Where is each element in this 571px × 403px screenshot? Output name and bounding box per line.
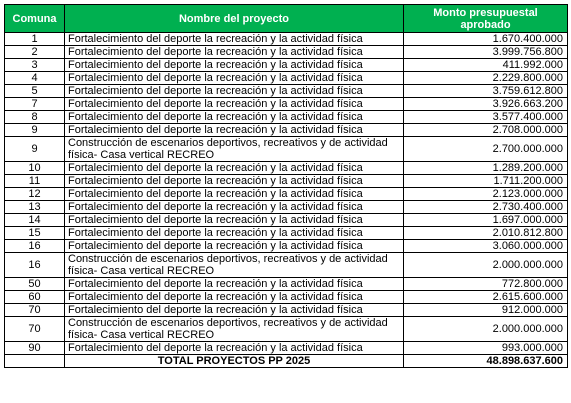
monto-cell: 993.000.000 xyxy=(404,342,568,355)
table-row xyxy=(5,46,568,59)
proyecto-cell: Fortalecimiento del deporte la recreación y la actividad física xyxy=(65,175,404,188)
proyecto-cell: Fortalecimiento del deporte la recreación y la actividad física xyxy=(65,124,404,137)
comuna-cell: 16 xyxy=(5,240,65,253)
monto-cell: 2.123.000.000 xyxy=(404,188,568,201)
table-row xyxy=(5,175,568,188)
total-label: TOTAL PROYECTOS PP 2025 xyxy=(65,355,404,368)
monto-cell: 411.992.000 xyxy=(404,59,568,72)
proyecto-cell: Fortalecimiento del deporte la recreación y la actividad física xyxy=(65,33,404,46)
proyecto-cell: Fortalecimiento del deporte la recreación y la actividad física xyxy=(65,342,404,355)
monto-cell: 2.708.000.000 xyxy=(404,124,568,137)
comuna-cell: 60 xyxy=(5,291,65,304)
table-row xyxy=(5,59,568,72)
header-monto: Monto presupuestal aprobado xyxy=(404,5,568,33)
comuna-cell: 15 xyxy=(5,227,65,240)
comuna-cell: 12 xyxy=(5,188,65,201)
monto-cell: 912.000.000 xyxy=(404,304,568,317)
header-row xyxy=(5,5,568,33)
comuna-cell: 5 xyxy=(5,85,65,98)
table-row xyxy=(5,317,568,342)
monto-cell: 772.800.000 xyxy=(404,278,568,291)
comuna-cell: 50 xyxy=(5,278,65,291)
monto-cell: 1.711.200.000 xyxy=(404,175,568,188)
budget-table-container xyxy=(4,4,568,368)
monto-cell: 2.615.600.000 xyxy=(404,291,568,304)
table-row xyxy=(5,201,568,214)
total-empty-cell xyxy=(5,355,65,368)
table-row xyxy=(5,111,568,124)
total-amount: 48.898.637.600 xyxy=(404,355,568,368)
proyecto-cell: Construcción de escenarios deportivos, recreativos y de actividad física- Casa vertical RECREO xyxy=(65,317,404,342)
table-row xyxy=(5,253,568,278)
table-row xyxy=(5,227,568,240)
proyecto-cell: Fortalecimiento del deporte la recreación y la actividad física xyxy=(65,46,404,59)
monto-cell: 1.289.200.000 xyxy=(404,162,568,175)
comuna-cell: 10 xyxy=(5,162,65,175)
monto-cell: 3.926.663.200 xyxy=(404,98,568,111)
table-body xyxy=(5,33,568,355)
monto-cell: 2.229.800.000 xyxy=(404,72,568,85)
proyecto-cell: Fortalecimiento del deporte la recreación y la actividad física xyxy=(65,188,404,201)
monto-cell: 2.000.000.000 xyxy=(404,253,568,278)
comuna-cell: 2 xyxy=(5,46,65,59)
table-row xyxy=(5,124,568,137)
comuna-cell: 1 xyxy=(5,33,65,46)
monto-cell: 2.730.400.000 xyxy=(404,201,568,214)
proyecto-cell: Fortalecimiento del deporte la recreación y la actividad física xyxy=(65,59,404,72)
comuna-cell: 16 xyxy=(5,253,65,278)
table-row xyxy=(5,188,568,201)
proyecto-cell: Fortalecimiento del deporte la recreación y la actividad física xyxy=(65,201,404,214)
table-row xyxy=(5,98,568,111)
proyecto-cell: Fortalecimiento del deporte la recreación y la actividad física xyxy=(65,278,404,291)
monto-cell: 2.700.000.000 xyxy=(404,137,568,162)
monto-cell: 2.010.812.800 xyxy=(404,227,568,240)
table-row xyxy=(5,162,568,175)
proyecto-cell: Fortalecimiento del deporte la recreación y la actividad física xyxy=(65,214,404,227)
table-row xyxy=(5,278,568,291)
table-row xyxy=(5,342,568,355)
table-row xyxy=(5,85,568,98)
proyecto-cell: Fortalecimiento del deporte la recreación y la actividad física xyxy=(65,85,404,98)
header-comuna: Comuna xyxy=(5,5,65,33)
comuna-cell: 14 xyxy=(5,214,65,227)
comuna-cell: 9 xyxy=(5,124,65,137)
proyecto-cell: Fortalecimiento del deporte la recreación y la actividad física xyxy=(65,304,404,317)
proyecto-cell: Fortalecimiento del deporte la recreación y la actividad física xyxy=(65,291,404,304)
comuna-cell: 90 xyxy=(5,342,65,355)
proyecto-cell: Fortalecimiento del deporte la recreación y la actividad física xyxy=(65,240,404,253)
comuna-cell: 11 xyxy=(5,175,65,188)
comuna-cell: 70 xyxy=(5,304,65,317)
proyecto-cell: Fortalecimiento del deporte la recreación y la actividad física xyxy=(65,72,404,85)
table-row xyxy=(5,137,568,162)
comuna-cell: 4 xyxy=(5,72,65,85)
monto-cell: 3.759.612.800 xyxy=(404,85,568,98)
monto-cell: 1.697.000.000 xyxy=(404,214,568,227)
table-row xyxy=(5,291,568,304)
proyecto-cell: Fortalecimiento del deporte la recreación y la actividad física xyxy=(65,98,404,111)
comuna-cell: 9 xyxy=(5,137,65,162)
proyecto-cell: Construcción de escenarios deportivos, recreativos y de actividad física- Casa vertical RECREO xyxy=(65,137,404,162)
table-row xyxy=(5,304,568,317)
budget-table xyxy=(4,4,568,368)
table-row xyxy=(5,72,568,85)
total-row xyxy=(5,355,568,368)
monto-cell: 3.060.000.000 xyxy=(404,240,568,253)
comuna-cell: 8 xyxy=(5,111,65,124)
monto-cell: 1.670.400.000 xyxy=(404,33,568,46)
proyecto-cell: Fortalecimiento del deporte la recreación y la actividad física xyxy=(65,227,404,240)
comuna-cell: 13 xyxy=(5,201,65,214)
header-proyecto: Nombre del proyecto xyxy=(65,5,404,33)
table-row xyxy=(5,214,568,227)
table-row xyxy=(5,33,568,46)
table-row xyxy=(5,240,568,253)
monto-cell: 2.000.000.000 xyxy=(404,317,568,342)
proyecto-cell: Fortalecimiento del deporte la recreación y la actividad física xyxy=(65,162,404,175)
monto-cell: 3.999.756.800 xyxy=(404,46,568,59)
comuna-cell: 70 xyxy=(5,317,65,342)
proyecto-cell: Construcción de escenarios deportivos, recreativos y de actividad física- Casa vertical RECREO xyxy=(65,253,404,278)
monto-cell: 3.577.400.000 xyxy=(404,111,568,124)
proyecto-cell: Fortalecimiento del deporte la recreación y la actividad física xyxy=(65,111,404,124)
comuna-cell: 7 xyxy=(5,98,65,111)
comuna-cell: 3 xyxy=(5,59,65,72)
